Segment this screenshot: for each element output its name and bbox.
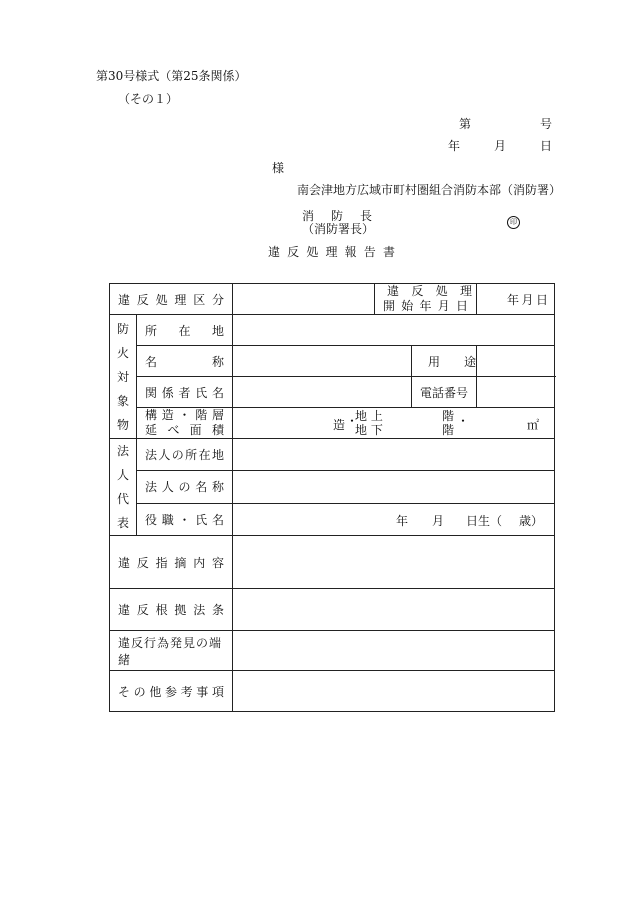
table-row xyxy=(110,631,555,671)
corp-location-value[interactable] xyxy=(233,439,555,471)
fire-target-group-label: 防 火 対 象 物 xyxy=(110,315,137,439)
violation-report-table xyxy=(109,283,555,712)
corporation-group-label: 法 人 代 表 xyxy=(110,439,137,536)
table-row xyxy=(110,671,555,712)
area-unit: ㎡ xyxy=(527,417,540,432)
usage-value[interactable] xyxy=(477,346,555,377)
table-row xyxy=(110,536,555,589)
sub-number: （その１） xyxy=(118,92,179,106)
position-name-value[interactable] xyxy=(233,503,555,535)
ground-labels: 地 上 地 下 xyxy=(355,408,383,437)
chief-title-alt: （消防署長） xyxy=(302,222,375,236)
table-row xyxy=(110,377,555,408)
table-row xyxy=(110,346,555,377)
other-notes-label: そ の 他 参 考 事 項 xyxy=(110,671,233,712)
legal-basis-value[interactable] xyxy=(233,589,555,631)
location-value[interactable] xyxy=(233,315,555,346)
violation-category-value[interactable] xyxy=(233,284,375,315)
title-char: 告 xyxy=(363,245,376,259)
date-month: 月 xyxy=(493,139,506,153)
table-row xyxy=(110,503,555,535)
position-name-label: 役 職 ・ 氏 名 xyxy=(137,503,233,535)
corp-name-value[interactable] xyxy=(233,471,555,503)
document-number-field xyxy=(459,115,552,132)
table-row xyxy=(110,589,555,631)
floor-units: 階 階 xyxy=(442,408,455,437)
seal-icon: 印 xyxy=(507,216,520,229)
violation-details-label: 違 反 指 摘 内 容 xyxy=(110,536,233,589)
structure-dot: ・ xyxy=(346,413,359,428)
location-label: 所 在 地 xyxy=(137,315,233,346)
form-number: 第30号様式（第25条関係） xyxy=(96,69,247,83)
date-day: 日 xyxy=(539,139,552,153)
organization-name: 南会津地方広域市町村圏組合消防本部（消防署） xyxy=(297,183,562,197)
chief-title-char: 長 xyxy=(359,209,372,223)
doc-number-prefix: 第 xyxy=(459,117,472,131)
corp-location-label: 法 人 の 所 在 地 xyxy=(137,439,233,471)
title-char: 違 xyxy=(268,245,281,259)
title-char: 書 xyxy=(382,245,395,259)
name-value[interactable] xyxy=(233,346,412,377)
discovery-background-label: 違反行為発見の端緒 xyxy=(110,631,233,671)
structure-label: 構 造 ・ 階 層 延 べ 面 積 xyxy=(137,408,233,439)
birth-day: 日生（ xyxy=(466,513,503,528)
usage-label: 用 途 xyxy=(412,346,477,377)
birth-month: 月 xyxy=(432,513,445,528)
age-suffix: 歳） xyxy=(519,513,544,528)
table-row xyxy=(110,471,555,503)
doc-number-suffix: 号 xyxy=(539,117,552,131)
seal-mark xyxy=(507,213,520,229)
violation-category-label: 違 反 処 理 区 分 xyxy=(110,284,233,315)
other-notes-value[interactable] xyxy=(233,671,555,712)
birth-year: 年 xyxy=(396,513,409,528)
table-row xyxy=(110,284,555,315)
table-row xyxy=(110,408,555,439)
floor-dot: ・ xyxy=(457,413,470,428)
phone-label: 電話番号 xyxy=(412,377,477,408)
document-date-field xyxy=(448,137,552,154)
name-label: 名 称 xyxy=(137,346,233,377)
corp-name-label: 法 人 の 名 称 xyxy=(137,471,233,503)
table-row xyxy=(110,315,555,346)
title-char: 報 xyxy=(344,245,357,259)
related-person-value[interactable] xyxy=(233,377,412,408)
title-char: 反 xyxy=(287,245,300,259)
related-person-label: 関 係 者 氏 名 xyxy=(137,377,233,408)
addressee-suffix: 様 xyxy=(272,161,285,175)
title-char: 処 xyxy=(306,245,319,259)
date-year: 年 xyxy=(448,139,461,153)
structure-zo: 造 xyxy=(333,417,346,432)
structure-value[interactable] xyxy=(233,408,555,439)
chief-title-char: 消 xyxy=(302,209,315,223)
violation-details-value[interactable] xyxy=(233,536,555,589)
table-row xyxy=(110,439,555,471)
phone-value[interactable] xyxy=(477,377,555,408)
processing-start-date-value[interactable]: 年 月 日 xyxy=(477,284,555,315)
document-title xyxy=(268,243,395,260)
discovery-background-value[interactable] xyxy=(233,631,555,671)
title-char: 理 xyxy=(325,245,338,259)
processing-start-date-label: 違 反 処 理 開 始 年 月 日 xyxy=(375,284,477,315)
legal-basis-label: 違 反 根 拠 法 条 xyxy=(110,589,233,631)
chief-title-char: 防 xyxy=(330,209,343,223)
